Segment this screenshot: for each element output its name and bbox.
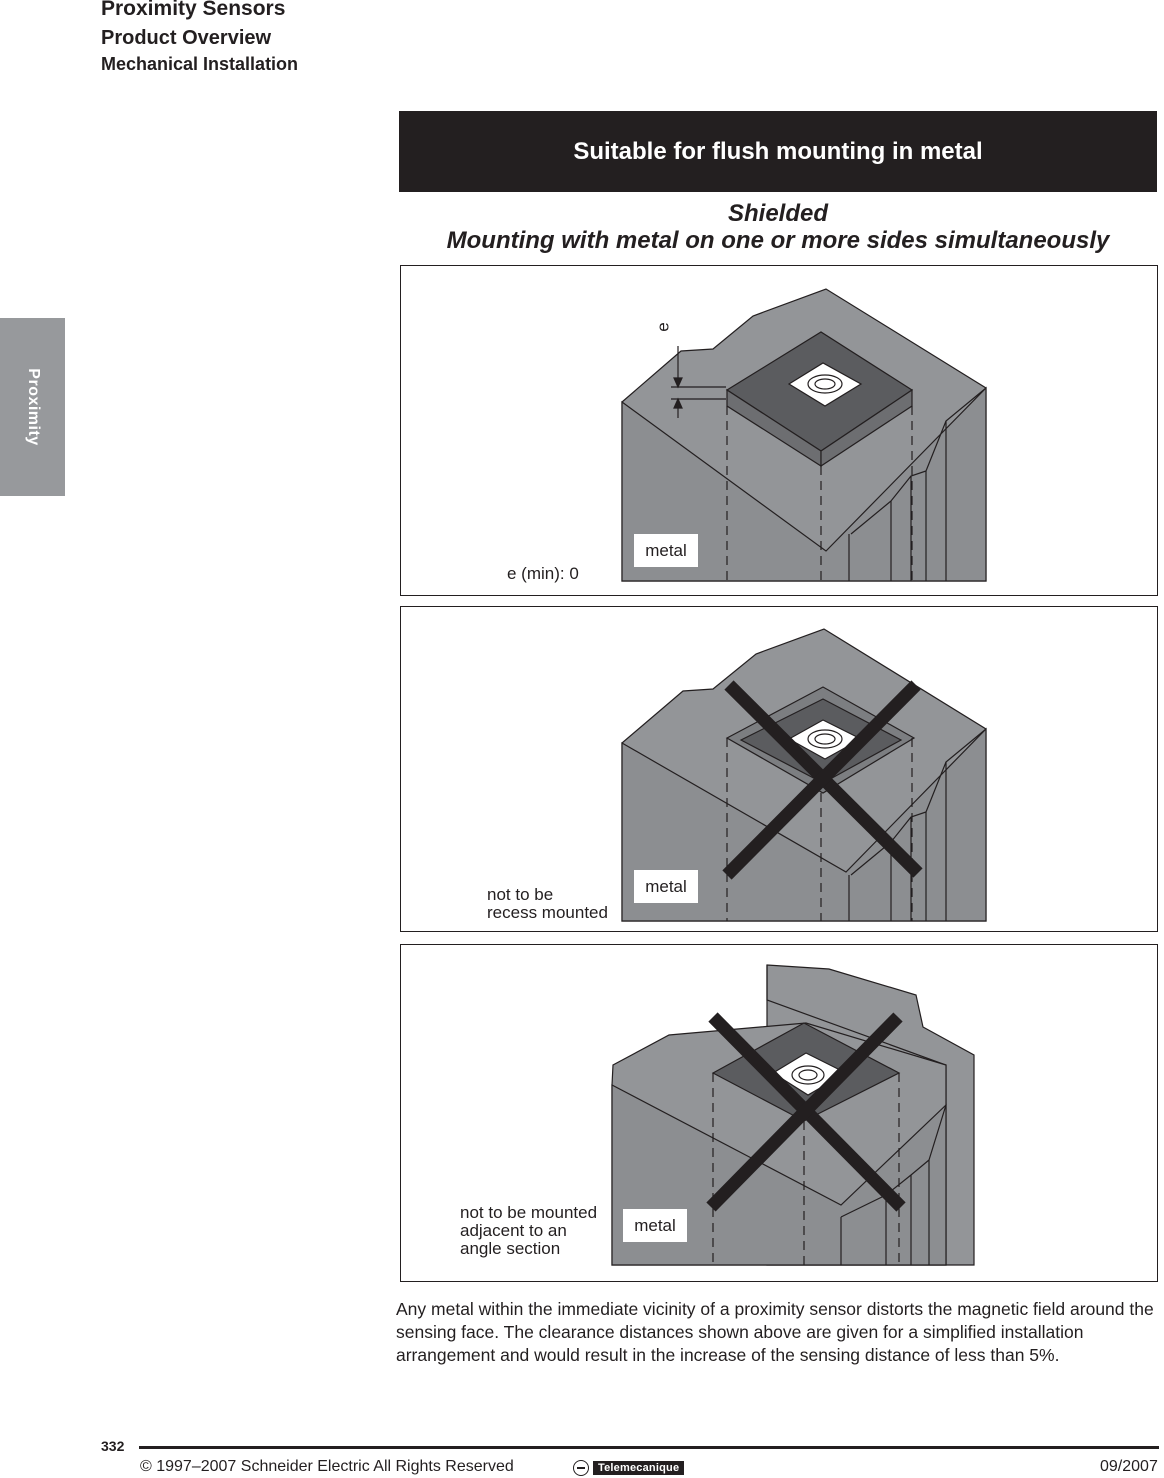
publication-date: 09/2007 bbox=[1100, 1458, 1158, 1475]
metal-label: metal bbox=[634, 534, 698, 567]
recess-mount-illustration bbox=[401, 607, 1158, 932]
panel-note-line1: not to be bbox=[487, 885, 554, 904]
panel-note-line3: angle section bbox=[460, 1239, 561, 1258]
section-banner bbox=[399, 111, 1157, 192]
panel-note-line2: recess mounted bbox=[487, 903, 608, 922]
body-paragraph: Any metal within the immediate vicinity of a proximity sensor distorts the magnetic field around the sensing face. The clearance distances shown above are given for a simplified installation arrangement and would result in the increase of the sensing distance of less than 5%. bbox=[396, 1299, 1154, 1365]
metal-label: metal bbox=[634, 870, 698, 903]
diagram-panel-angle bbox=[400, 944, 1158, 1282]
document-title: Proximity Sensors bbox=[101, 0, 286, 20]
diagram-panel-flush bbox=[400, 265, 1158, 596]
panel-note-line1: not to be mounted bbox=[460, 1203, 598, 1222]
brand-name: Telemecanique bbox=[593, 1461, 684, 1475]
banner-text: Suitable for flush mounting in metal bbox=[573, 138, 983, 165]
flush-mount-illustration bbox=[401, 266, 1158, 596]
side-tab bbox=[0, 318, 65, 496]
metal-label: metal bbox=[623, 1209, 687, 1242]
diagram-panel-recess bbox=[400, 606, 1158, 932]
heading-mounting: Mounting with metal on one or more sides simultaneously bbox=[446, 227, 1110, 254]
page-number: 332 bbox=[101, 1438, 125, 1454]
document-section: Mechanical Installation bbox=[101, 54, 299, 74]
heading-shielded: Shielded bbox=[727, 200, 829, 227]
side-tab-label: Proximity bbox=[24, 368, 42, 446]
brand-logo-icon bbox=[573, 1460, 589, 1476]
document-subtitle: Product Overview bbox=[101, 27, 272, 49]
footer-divider bbox=[139, 1446, 1159, 1449]
copyright-notice: © 1997–2007 Schneider Electric All Rights Reserved bbox=[140, 1458, 514, 1475]
brand-mark bbox=[573, 1459, 684, 1477]
panel-note: e (min): 0 bbox=[507, 564, 579, 583]
panel-note-line2: adjacent to an bbox=[460, 1221, 567, 1240]
dimension-e-label: e bbox=[653, 322, 673, 332]
